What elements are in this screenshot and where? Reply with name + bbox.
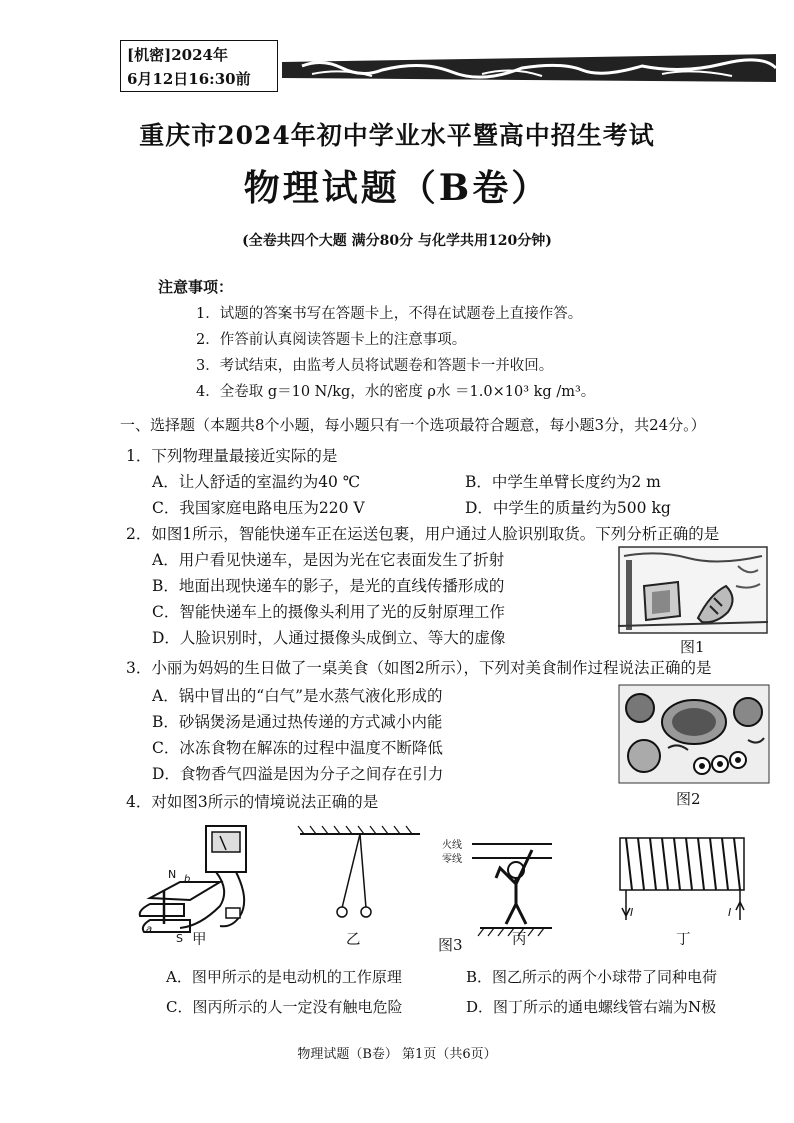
figure-3-panel-bing xyxy=(442,838,552,936)
figure-1-photo xyxy=(618,546,768,634)
section-heading: 一、选择题（本题共8个小题，每小题只有一个选项最符合题意，每小题3分，共24分。） xyxy=(120,416,706,434)
figure-3-panel-yi xyxy=(298,826,420,917)
wire-label-b: b xyxy=(184,874,191,885)
q2-option-a: A．用户看见快递车，是因为光在它表面发生了折射 xyxy=(152,551,505,569)
figure-3-label-yi: 乙 xyxy=(346,932,361,948)
exam-title: 重庆市2024年初中学业水平暨高中招生考试 xyxy=(139,121,655,150)
q3-option-c: C．冰冻食物在解冻的过程中温度不断降低 xyxy=(152,739,443,757)
q3-option-a: A．锅中冒出的“白气”是水蒸气液化形成的 xyxy=(152,687,443,705)
paper-title: 物理试题（B卷） xyxy=(243,167,551,209)
south-pole-label: S xyxy=(176,932,183,945)
q2-option-b: B．地面出现快递车的影子，是光的直线传播形成的 xyxy=(152,577,505,595)
notice-item: 3．考试结束，由监考人员将试题卷和答题卡一并收回。 xyxy=(196,358,554,374)
q1-option-b: B．中学生单臂长度约为2 m xyxy=(465,473,661,491)
q1-option-a: A．让人舒适的室温约为40 ℃ xyxy=(152,473,361,491)
wire-label-a: a xyxy=(146,924,153,935)
q3-option-d: D．食物香气四溢是因为分子之间存在引力 xyxy=(152,765,444,783)
q4-option-c: C．图丙所示的人一定没有触电危险 xyxy=(166,998,403,1016)
q2-option-d: D．人脸识别时，人通过摄像头成倒立、等大的虚像 xyxy=(152,629,506,647)
q2-option-c: C．智能快递车上的摄像头利用了光的反射原理工作 xyxy=(152,603,505,621)
figure-2-photo xyxy=(618,684,770,784)
page-footer: 物理试题（B卷） 第1页（共6页） xyxy=(297,1047,497,1062)
question-2-stem: 2．如图1所示，智能快递车正在运送包裹，用户通过人脸识别取货。下列分析正确的是 xyxy=(126,525,720,543)
q1-option-c: C．我国家庭电路电压为220 V xyxy=(152,499,365,517)
question-4-stem: 4．对如图3所示的情境说法正确的是 xyxy=(126,793,379,811)
q4-option-a: A．图甲所示的是电动机的工作原理 xyxy=(166,968,402,986)
notice-item: 1．试题的答案书写在答题卡上，不得在试题卷上直接作答。 xyxy=(196,306,583,322)
paper-subtitle: (全卷共四个大题 满分80分 与化学共用120分钟) xyxy=(242,233,552,249)
current-label-right: I xyxy=(728,906,732,919)
north-pole-label: N xyxy=(168,868,177,881)
q4-option-d: D．图丁所示的通电螺线管右端为N极 xyxy=(466,998,717,1016)
confidential-box xyxy=(120,40,278,92)
q1-option-d: D．中学生的质量约为500 kg xyxy=(465,499,671,517)
figure-3-panel-ding xyxy=(620,838,744,920)
figure-3-label-bing: 丙 xyxy=(512,932,527,948)
figure-2-caption: 图2 xyxy=(676,790,701,808)
q3-option-b: B．砂锅煲汤是通过热传递的方式减小内能 xyxy=(152,713,443,731)
figure-3-caption: 图3 xyxy=(438,936,463,954)
figure-1-caption: 图1 xyxy=(680,638,705,656)
neutral-wire-label: 零线 xyxy=(442,854,462,865)
current-label-left: I xyxy=(630,906,634,919)
decorative-banner xyxy=(282,48,776,88)
question-3-stem: 3．小丽为妈妈的生日做了一桌美食（如图2所示），下列对美食制作过程说法正确的是 xyxy=(126,659,712,677)
live-wire-label: 火线 xyxy=(442,840,462,851)
question-1-stem: 1．下列物理量最接近实际的是 xyxy=(126,447,338,465)
confidential-line-1: [机密]2024年 xyxy=(127,46,228,64)
notice-heading: 注意事项： xyxy=(158,278,234,296)
figure-3-label-jia: 甲 xyxy=(192,932,207,948)
q4-option-b: B．图乙所示的两个小球带了同种电荷 xyxy=(466,968,718,986)
confidential-line-2: 6月12日16:30前 xyxy=(127,70,251,88)
notice-item: 2．作答前认真阅读答题卡上的注意事项。 xyxy=(196,332,467,348)
figure-3-label-ding: 丁 xyxy=(676,932,691,948)
notice-item: 4．全卷取 g＝10 N/kg，水的密度 ρ水 ＝1.0×10³ kg /m³。 xyxy=(196,384,596,400)
